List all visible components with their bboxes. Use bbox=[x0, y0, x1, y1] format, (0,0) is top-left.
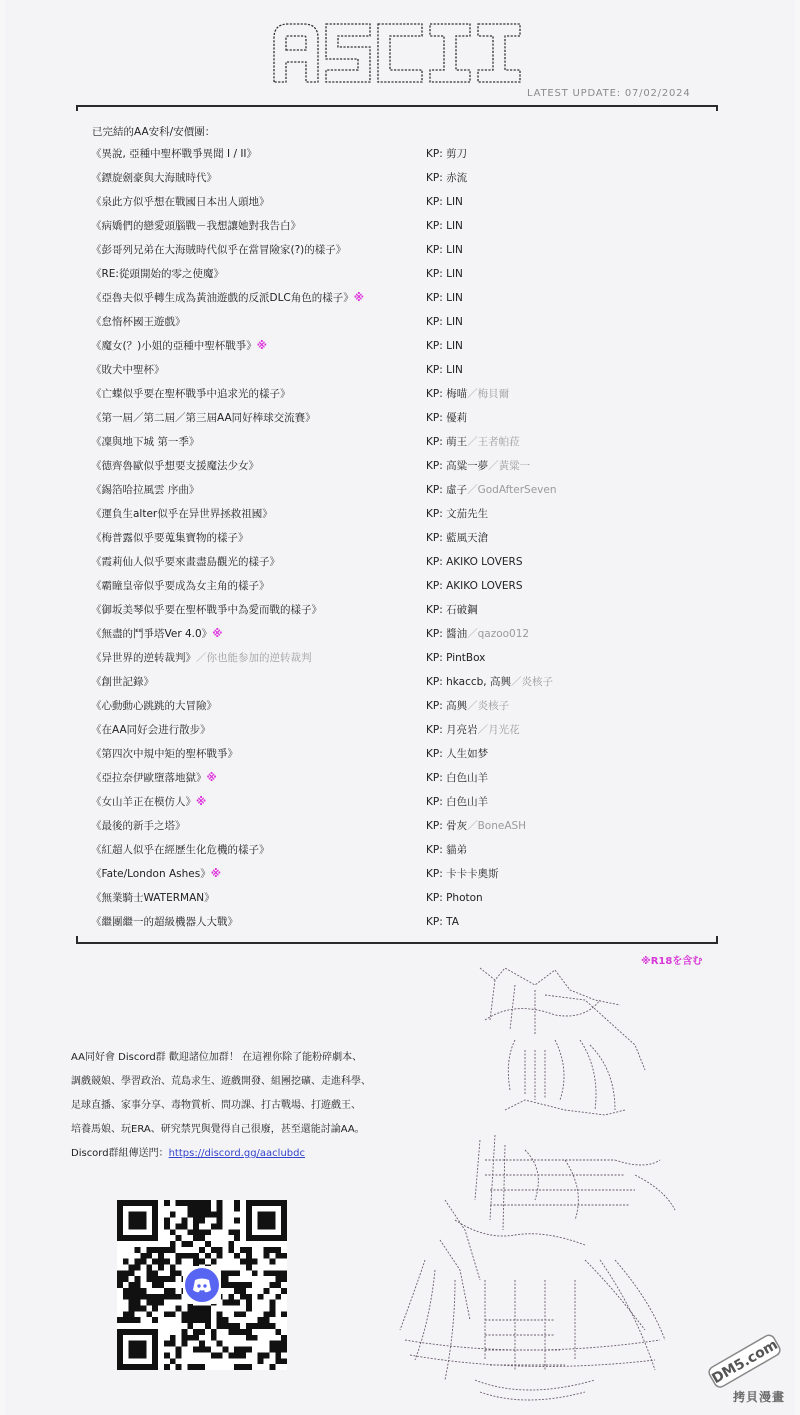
work-title-text: 《异世界的逆转裁判》 bbox=[91, 652, 196, 664]
work-title-text: 《彭哥列兄弟在大海賊時代似乎在當冒險家(?)的樣子》 bbox=[91, 244, 347, 256]
work-kp-name: KP: 白色山羊 bbox=[426, 772, 489, 784]
work-row bbox=[0, 841, 800, 859]
work-title-text: 《梅普露似乎要蒐集寶物的樣子》 bbox=[91, 532, 249, 544]
work-row bbox=[0, 673, 800, 691]
work-kp-name: KP: AKIKO LOVERS bbox=[426, 580, 523, 592]
work-title bbox=[91, 145, 257, 163]
work-kp-alias: ／qazoo012 bbox=[467, 628, 530, 640]
work-row bbox=[0, 817, 800, 835]
work-kp-alias: ／炎核子 bbox=[467, 700, 510, 712]
work-title bbox=[91, 529, 249, 547]
work-row bbox=[0, 337, 800, 355]
work-row bbox=[0, 145, 800, 163]
work-kp bbox=[426, 577, 523, 595]
work-title-text: 《鏢旋劍豪與大海賊時代》 bbox=[91, 172, 217, 184]
work-row bbox=[0, 697, 800, 715]
work-title bbox=[91, 601, 322, 619]
work-kp bbox=[426, 673, 553, 691]
work-kp bbox=[426, 385, 509, 403]
promo-link-line bbox=[71, 1142, 401, 1166]
work-title bbox=[91, 385, 291, 403]
work-title bbox=[91, 913, 238, 931]
work-kp bbox=[426, 457, 530, 475]
work-kp-name: KP: LIN bbox=[426, 220, 463, 232]
work-title-text: 《泉此方似乎想在戰國日本出人頭地》 bbox=[91, 196, 270, 208]
work-row bbox=[0, 217, 800, 235]
work-title bbox=[91, 577, 270, 595]
work-kp bbox=[426, 601, 478, 619]
latest-update: LATEST UPDATE: 07/02/2024 bbox=[527, 88, 691, 99]
work-kp-name: KP: 白色山羊 bbox=[426, 796, 489, 808]
work-title-text: 《最後的新手之塔》 bbox=[91, 820, 186, 832]
work-kp-name: KP: 骨灰 bbox=[426, 820, 468, 832]
work-title-text: 《在AA同好会进行散步》 bbox=[91, 724, 211, 736]
promo-line: AA同好會 Discord群 歡迎諸位加群！ 在這裡你除了能粉碎劇本、 bbox=[71, 1052, 363, 1063]
work-kp-name: KP: LIN bbox=[426, 364, 463, 376]
work-row bbox=[0, 505, 800, 523]
work-title bbox=[91, 697, 217, 715]
ascii-art-graphic bbox=[385, 960, 705, 1410]
work-kp bbox=[426, 553, 523, 571]
work-title bbox=[91, 865, 221, 883]
work-row bbox=[0, 193, 800, 211]
work-kp-name: KP: LIN bbox=[426, 268, 463, 280]
work-kp-name: KP: LIN bbox=[426, 340, 463, 352]
work-title-text: 《無盡的鬥爭塔Ver 4.0》 bbox=[91, 628, 213, 640]
work-title bbox=[91, 817, 186, 835]
work-row bbox=[0, 481, 800, 499]
watermark-text: 拷貝漫畫 bbox=[733, 1390, 786, 1404]
work-kp bbox=[426, 217, 463, 235]
work-title-text: 《第一屆／第二屆／第三屆AA同好棒球交流賽》 bbox=[91, 412, 316, 424]
work-row bbox=[0, 361, 800, 379]
discord-promo bbox=[71, 1046, 401, 1166]
work-kp-alias: ／炎核子 bbox=[510, 676, 553, 688]
ascii-art-illustration bbox=[385, 960, 705, 1410]
work-kp-name: KP: 高興 bbox=[426, 700, 468, 712]
promo-line: 足球直播、家事分享、毒物賞析、問功課、打古戰場、打遊戲王、 bbox=[71, 1100, 361, 1111]
work-row bbox=[0, 769, 800, 787]
work-title-text: 《女山羊正在模仿人》 bbox=[91, 796, 196, 808]
work-kp-name: KP: 赤流 bbox=[426, 172, 468, 184]
work-kp-name: KP: PintBox bbox=[426, 652, 486, 664]
work-title bbox=[91, 217, 301, 235]
work-title bbox=[91, 433, 199, 451]
work-kp bbox=[426, 817, 526, 835]
r18-mark: ※ bbox=[196, 796, 207, 808]
work-row bbox=[0, 313, 800, 331]
work-row bbox=[0, 385, 800, 403]
top-divider bbox=[76, 101, 718, 111]
work-title-text: 《紅超人似乎在經歷生化危機的樣子》 bbox=[91, 844, 270, 856]
work-kp-alias: ／梅貝爾 bbox=[467, 388, 510, 400]
work-kp bbox=[426, 481, 557, 499]
work-title-text: 《亞拉奈伊歐墮落地獄》 bbox=[91, 772, 207, 784]
work-row bbox=[0, 529, 800, 547]
work-row bbox=[0, 433, 800, 451]
work-kp-name: KP: 梅喵 bbox=[426, 388, 468, 400]
work-kp-alias: ／王者帕菈 bbox=[467, 436, 520, 448]
work-row bbox=[0, 265, 800, 283]
work-row bbox=[0, 289, 800, 307]
work-kp-name: KP: LIN bbox=[426, 316, 463, 328]
work-title-text: 《RE:從頭開始的零之使魔》 bbox=[91, 268, 224, 280]
work-kp-alias: ／月光花 bbox=[477, 724, 520, 736]
work-kp-name: KP: LIN bbox=[426, 244, 463, 256]
work-title-text: 《魔女(？)小姐的亞種中聖杯戰爭》 bbox=[91, 340, 257, 352]
work-kp-name: KP: TA bbox=[426, 916, 459, 928]
work-title bbox=[91, 289, 364, 307]
work-title bbox=[91, 673, 154, 691]
work-title-text: 《心動動心跳跳的大冒險》 bbox=[91, 700, 217, 712]
work-title bbox=[91, 265, 224, 283]
work-kp-name: KP: 貓弟 bbox=[426, 844, 468, 856]
list-heading: 已完結的AA安科/安價團： bbox=[92, 126, 216, 138]
work-kp bbox=[426, 865, 499, 883]
work-title-text: 《創世記錄》 bbox=[91, 676, 154, 688]
work-title-text: 《錫箔哈拉風雲 序曲》 bbox=[91, 484, 200, 496]
work-kp-name: KP: 人生如梦 bbox=[426, 748, 489, 760]
work-title bbox=[91, 745, 238, 763]
work-row bbox=[0, 409, 800, 427]
work-kp bbox=[426, 793, 488, 811]
work-title bbox=[91, 625, 222, 643]
work-row bbox=[0, 889, 800, 907]
work-kp bbox=[426, 697, 509, 715]
work-title bbox=[91, 241, 346, 259]
work-title bbox=[91, 169, 217, 187]
work-title bbox=[91, 649, 312, 667]
work-title-text: 《凜與地下城 第一季》 bbox=[91, 436, 200, 448]
work-title-text: 《病嬌們的戀愛頭腦戰－我想讓她對我告白》 bbox=[91, 220, 301, 232]
work-kp bbox=[426, 505, 488, 523]
work-kp bbox=[426, 361, 463, 379]
work-kp-alias: ／GodAfterSeven bbox=[467, 484, 557, 496]
work-kp bbox=[426, 913, 459, 931]
work-kp-name: KP: 虛子 bbox=[426, 484, 468, 496]
work-title bbox=[91, 361, 165, 379]
work-row bbox=[0, 457, 800, 475]
work-title bbox=[91, 337, 267, 355]
work-title bbox=[91, 481, 199, 499]
work-kp bbox=[426, 889, 483, 907]
work-kp-name: KP: 剪刀 bbox=[426, 148, 468, 160]
work-title bbox=[91, 769, 217, 787]
work-title bbox=[91, 841, 270, 859]
work-title-text: 《繼團繼一的超級機器人大戰》 bbox=[91, 916, 238, 928]
work-row bbox=[0, 865, 800, 883]
work-kp bbox=[426, 289, 463, 307]
work-kp-name: KP: 藍風天滄 bbox=[426, 532, 489, 544]
work-row bbox=[0, 649, 800, 667]
work-title-text: 《Fate/London Ashes》 bbox=[91, 868, 211, 880]
work-title-text: 《異說, 亞種中聖杯戰爭異聞 I / II》 bbox=[91, 148, 258, 160]
work-row bbox=[0, 241, 800, 259]
work-kp-name: KP: AKIKO LOVERS bbox=[426, 556, 523, 568]
promo-line: 培養馬娘、玩ERA、研究禁咒與覺得自己很廢，甚至還能討論AA。 bbox=[71, 1124, 365, 1135]
work-title bbox=[91, 313, 186, 331]
work-row bbox=[0, 745, 800, 763]
discord-invite-link[interactable]: https://discord.gg/aaclubdc bbox=[168, 1148, 305, 1159]
work-kp bbox=[426, 625, 529, 643]
work-kp-alias: ／黃粱一 bbox=[488, 460, 531, 472]
work-row bbox=[0, 625, 800, 643]
work-row bbox=[0, 721, 800, 739]
r18-mark: ※ bbox=[256, 340, 267, 352]
work-kp bbox=[426, 337, 463, 355]
work-title-text: 《霞莉仙人似乎要來畫盡島觀光的樣子》 bbox=[91, 556, 280, 568]
work-kp-alias: ／BoneASH bbox=[467, 820, 527, 832]
work-kp-name: KP: 萌王 bbox=[426, 436, 468, 448]
work-title-text: 《無業騎士WATERMAN》 bbox=[91, 892, 215, 904]
work-title bbox=[91, 457, 259, 475]
work-title bbox=[91, 505, 273, 523]
work-kp-name: KP: 石破鋼 bbox=[426, 604, 478, 616]
work-row bbox=[0, 577, 800, 595]
ascii-logo-graphic bbox=[270, 18, 525, 86]
work-title bbox=[91, 793, 206, 811]
work-title-text: 《亡蝶似乎要在聖杯戰爭中追求光的樣子》 bbox=[91, 388, 291, 400]
work-kp bbox=[426, 193, 463, 211]
work-title-text: 《敗犬中聖杯》 bbox=[91, 364, 165, 376]
work-kp bbox=[426, 841, 467, 859]
work-kp-name: KP: 醬油 bbox=[426, 628, 468, 640]
promo-line: 調戲競娘、學習政治、荒島求生、遊戲開發、組團挖礦、走進科學、 bbox=[71, 1076, 371, 1087]
work-row bbox=[0, 601, 800, 619]
r18-mark: ※ bbox=[212, 628, 223, 640]
work-kp bbox=[426, 529, 488, 547]
bottom-divider bbox=[76, 938, 718, 948]
work-kp-name: KP: 高粱一夢 bbox=[426, 460, 489, 472]
work-kp bbox=[426, 409, 467, 427]
work-title-text: 《御坂美琴似乎要在聖杯戰爭中為愛而戰的樣子》 bbox=[91, 604, 322, 616]
work-title-text: 《運負生alter似乎在异世界拯救祖國》 bbox=[91, 508, 273, 520]
r18-note: ※R18を含む bbox=[641, 956, 703, 967]
work-kp bbox=[426, 769, 488, 787]
work-kp-name: KP: hkaccb, 高興 bbox=[426, 676, 511, 688]
work-kp bbox=[426, 721, 520, 739]
work-title bbox=[91, 721, 211, 739]
work-row bbox=[0, 913, 800, 931]
ascii-logo bbox=[270, 18, 525, 86]
work-title bbox=[91, 553, 280, 571]
work-kp-name: KP: 卡卡卡奧斯 bbox=[426, 868, 499, 880]
work-title bbox=[91, 889, 215, 907]
work-kp bbox=[426, 241, 463, 259]
dm5-logo-text: DM5.com bbox=[709, 1336, 781, 1388]
work-title-text: 《霸瞳皇帝似乎要成為女主角的樣子》 bbox=[91, 580, 270, 592]
link-label: Discord群組傳送門： bbox=[71, 1148, 169, 1159]
work-kp bbox=[426, 265, 463, 283]
work-title bbox=[91, 409, 316, 427]
work-title-text: 《第四次中規中矩的聖杯戰爭》 bbox=[91, 748, 238, 760]
r18-mark: ※ bbox=[210, 868, 221, 880]
work-title-text: 《怠惰杯國王遊戲》 bbox=[91, 316, 186, 328]
work-row bbox=[0, 553, 800, 571]
work-title-note: ／你也能参加的逆转裁判 bbox=[196, 652, 312, 664]
work-title-text: 《德齊魯歐似乎想要支援魔法少女》 bbox=[91, 460, 259, 472]
work-kp bbox=[426, 433, 520, 451]
work-row bbox=[0, 793, 800, 811]
work-kp-name: KP: 月亮岩 bbox=[426, 724, 478, 736]
r18-mark: ※ bbox=[353, 292, 364, 304]
work-kp bbox=[426, 313, 463, 331]
work-kp-name: KP: 優莉 bbox=[426, 412, 468, 424]
work-kp bbox=[426, 745, 488, 763]
work-kp-name: KP: LIN bbox=[426, 196, 463, 208]
work-kp bbox=[426, 145, 467, 163]
work-kp-name: KP: LIN bbox=[426, 292, 463, 304]
work-kp-name: KP: 文茄先生 bbox=[426, 508, 489, 520]
work-kp bbox=[426, 169, 467, 187]
work-kp bbox=[426, 649, 485, 667]
work-row bbox=[0, 169, 800, 187]
work-kp-name: KP: Photon bbox=[426, 892, 483, 904]
r18-mark: ※ bbox=[206, 772, 217, 784]
work-title-text: 《亞魯夫似乎轉生成為黃油遊戲的反派DLC角色的樣子》 bbox=[91, 292, 354, 304]
discord-icon bbox=[183, 1266, 221, 1304]
work-title bbox=[91, 193, 270, 211]
